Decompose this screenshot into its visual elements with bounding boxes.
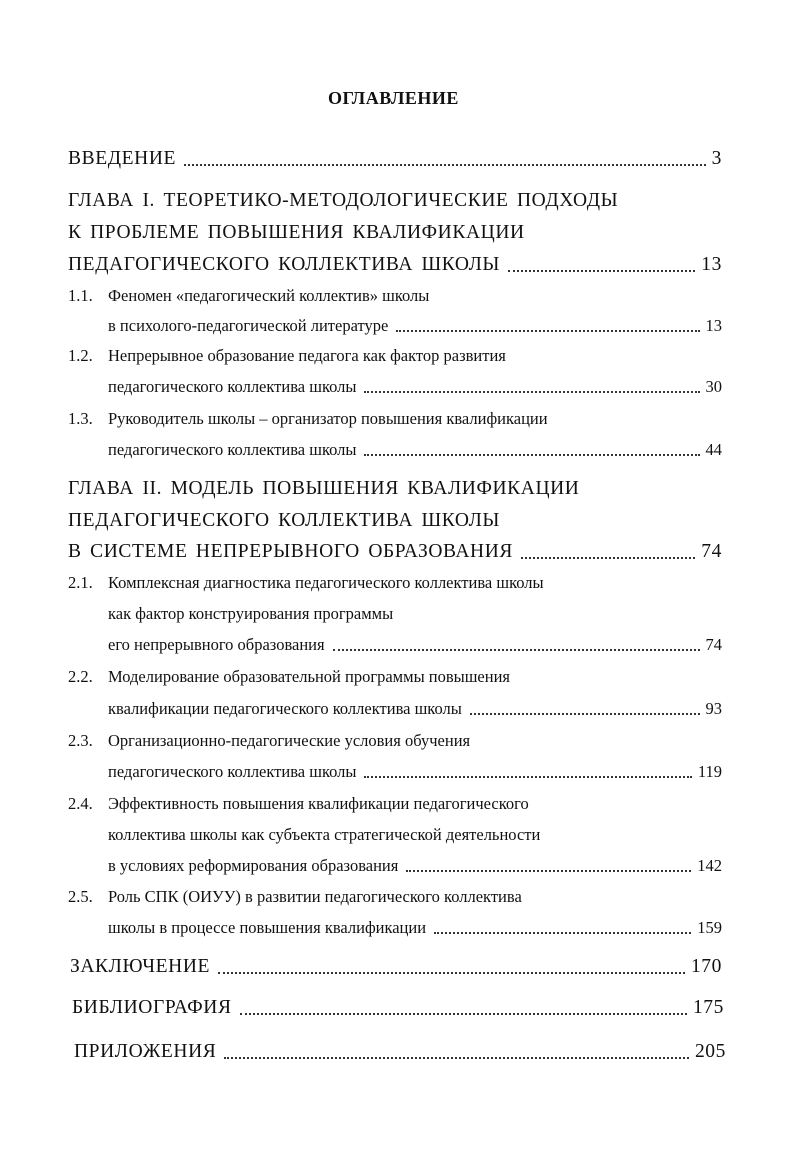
- toc-entry-label: квалификации педагогического коллектива школы: [108, 699, 462, 718]
- chapter1-heading-line1: ГЛАВА I. ТЕОРЕТИКО-МЕТОДОЛОГИЧЕСКИЕ ПОДХОДЫ: [68, 190, 619, 211]
- toc-entry-conclusion[interactable]: [70, 956, 722, 978]
- section-number: 2.1.: [68, 573, 93, 592]
- chapter2-heading-line2: ПЕДАГОГИЧЕСКОГО КОЛЛЕКТИВА ШКОЛЫ: [68, 510, 501, 531]
- toc-page-number: 119: [697, 762, 722, 781]
- toc-page-number: 175: [692, 997, 724, 1018]
- toc-title: ОГЛАВЛЕНИЕ: [328, 88, 459, 108]
- toc-entry-label: БИБЛИОГРАФИЯ: [72, 997, 232, 1018]
- dot-leader: [333, 649, 700, 651]
- toc-entry-bibliography[interactable]: [72, 997, 724, 1019]
- dot-leader: [470, 713, 700, 715]
- section-number: 1.3.: [68, 409, 93, 428]
- toc-page-number: 30: [705, 377, 722, 396]
- dot-leader: [184, 164, 706, 166]
- toc-entry-section-2-1[interactable]: [108, 635, 722, 655]
- section-2-1-line1: 2.1. Комплексная диагностика педагогического коллектива школы: [68, 573, 544, 592]
- section-number: 2.4.: [68, 794, 93, 813]
- toc-entry-label: В СИСТЕМЕ НЕПРЕРЫВНОГО ОБРАЗОВАНИЯ: [68, 541, 514, 562]
- chapter2-heading-line1: ГЛАВА II. МОДЕЛЬ ПОВЫШЕНИЯ КВАЛИФИКАЦИИ: [68, 478, 580, 499]
- toc-entry-section-1-1[interactable]: [108, 316, 722, 336]
- toc-entry-label: ВВЕДЕНИЕ: [68, 148, 177, 169]
- toc-page-number: 205: [694, 1041, 726, 1062]
- dot-leader: [364, 776, 691, 778]
- section-1-2-line1: 1.2. Непрерывное образование педагога как фактор развития: [68, 346, 506, 365]
- dot-leader: [396, 330, 699, 332]
- section-number: 2.3.: [68, 731, 93, 750]
- toc-page-number: 159: [697, 918, 722, 937]
- dot-leader: [218, 972, 685, 974]
- section-2-4-line1: 2.4. Эффективность повышения квалификации педагогического: [68, 794, 529, 813]
- dot-leader: [508, 270, 695, 272]
- toc-entry-label: в психолого-педагогической литературе: [108, 316, 389, 335]
- toc-page-number: 170: [690, 956, 722, 977]
- toc-entry-label: школы в процессе повышения квалификации: [108, 918, 427, 937]
- toc-entry-section-2-2[interactable]: [108, 699, 722, 719]
- section-number: 2.5.: [68, 887, 93, 906]
- toc-page-number: 13: [705, 316, 722, 335]
- section-number: 1.1.: [68, 286, 93, 305]
- section-number: 1.2.: [68, 346, 93, 365]
- toc-entry-section-2-3[interactable]: [108, 762, 722, 782]
- toc-entry-label: в условиях реформирования образования: [108, 856, 399, 875]
- toc-page-number: 44: [705, 440, 722, 459]
- toc-entry-label: ЗАКЛЮЧЕНИЕ: [70, 956, 211, 977]
- toc-entry-label: ПЕДАГОГИЧЕСКОГО КОЛЛЕКТИВА ШКОЛЫ: [68, 254, 501, 275]
- section-2-4-line2: коллектива школы как субъекта стратегической деятельности: [108, 825, 541, 844]
- toc-entry-section-2-5[interactable]: [108, 918, 722, 938]
- toc-entry-intro[interactable]: [68, 148, 722, 170]
- toc-entry-chapter2[interactable]: [68, 541, 722, 563]
- section-1-3-line1: 1.3. Руководитель школы – организатор повышения квалификации: [68, 409, 548, 428]
- section-2-2-line1: 2.2. Моделирование образовательной программы повышения: [68, 667, 511, 686]
- toc-page-number: 74: [705, 635, 722, 654]
- dot-leader: [364, 454, 699, 456]
- toc-entry-section-1-2[interactable]: [108, 377, 722, 397]
- toc-page-number: 3: [711, 148, 722, 169]
- dot-leader: [434, 932, 691, 934]
- toc-entry-label: педагогического коллектива школы: [108, 762, 357, 781]
- dot-leader: [240, 1013, 687, 1015]
- dot-leader: [224, 1057, 689, 1059]
- toc-entry-label: ПРИЛОЖЕНИЯ: [74, 1041, 217, 1062]
- toc-page-number: 93: [705, 699, 722, 718]
- section-2-3-line1: 2.3. Организационно-педагогические условия обучения: [68, 731, 471, 750]
- section-1-1-line1: 1.1. Феномен «педагогический коллектив» школы: [68, 286, 430, 305]
- toc-page-number: 142: [697, 856, 722, 875]
- toc-entry-chapter1[interactable]: [68, 254, 722, 276]
- section-number: 2.2.: [68, 667, 93, 686]
- toc-entry-label: педагогического коллектива школы: [108, 440, 357, 459]
- dot-leader: [406, 870, 691, 872]
- chapter1-heading-line2: К ПРОБЛЕМЕ ПОВЫШЕНИЯ КВАЛИФИКАЦИИ: [68, 222, 525, 243]
- dot-leader: [364, 391, 699, 393]
- toc-entry-section-1-3[interactable]: [108, 440, 722, 460]
- toc-page-number: 74: [701, 541, 722, 562]
- section-2-1-line2: как фактор конструирования программы: [108, 604, 394, 623]
- dot-leader: [521, 557, 695, 559]
- section-2-5-line1: 2.5. Роль СПК (ОИУУ) в развитии педагогического коллектива: [68, 887, 522, 906]
- toc-entry-section-2-4[interactable]: [108, 856, 722, 876]
- toc-entry-label: его непрерывного образования: [108, 635, 325, 654]
- toc-entry-appendices[interactable]: [74, 1041, 726, 1063]
- toc-entry-label: педагогического коллектива школы: [108, 377, 357, 396]
- toc-page-number: 13: [701, 254, 722, 275]
